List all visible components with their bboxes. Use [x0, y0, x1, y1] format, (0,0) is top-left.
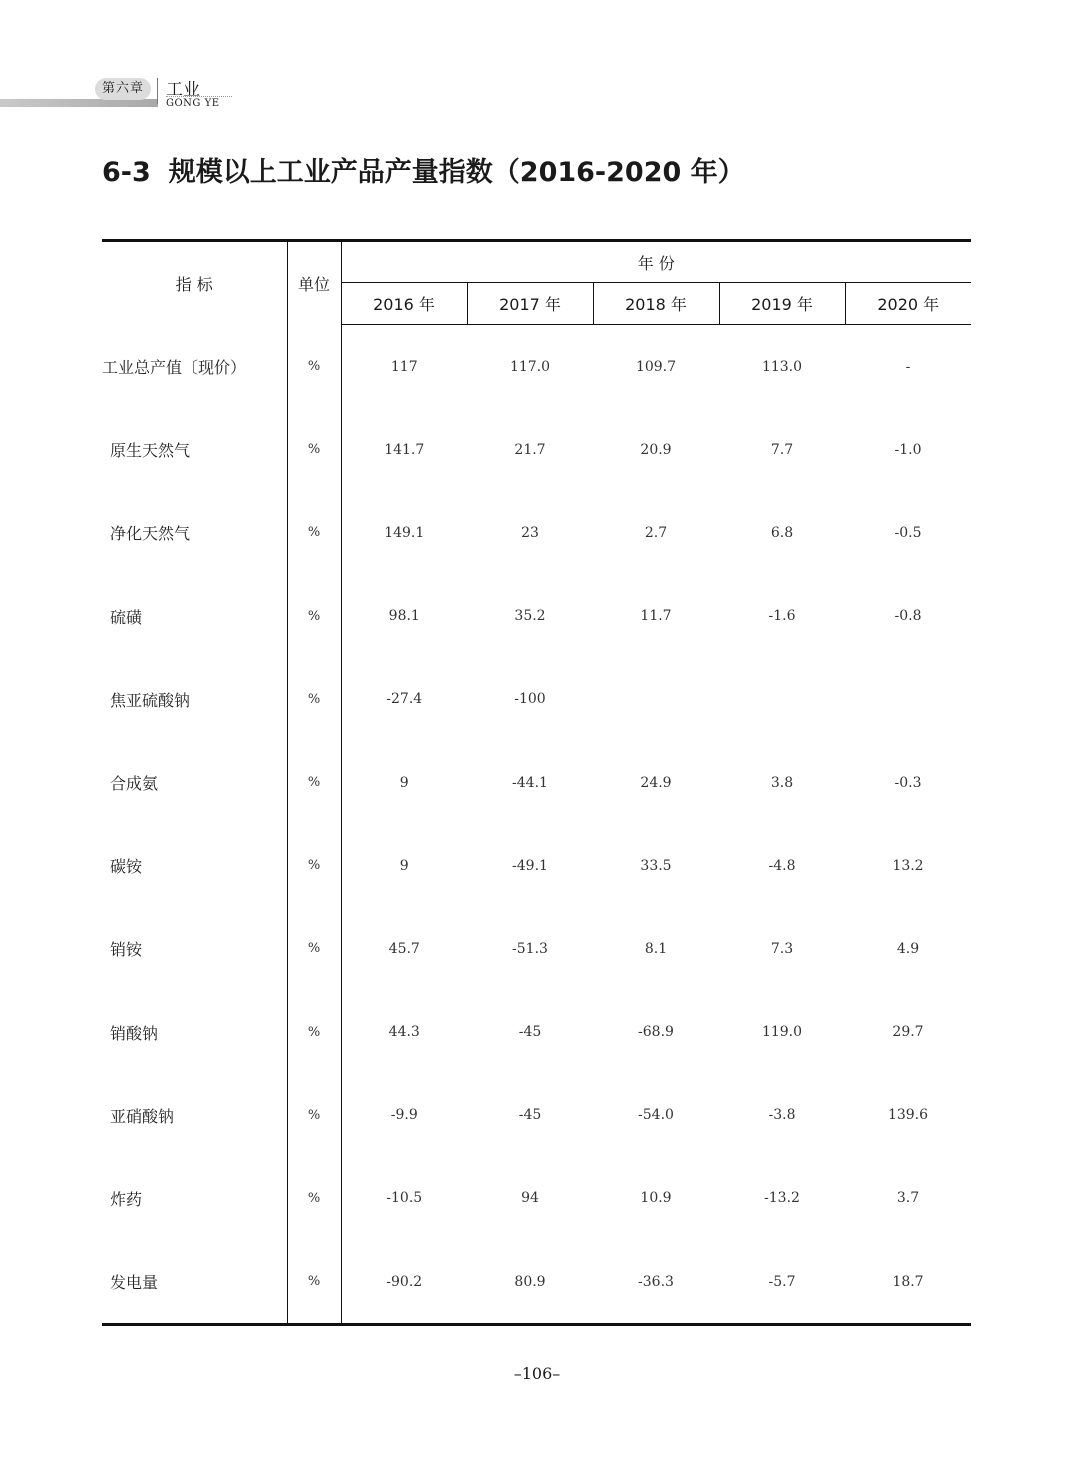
value-cell: 21.7: [514, 441, 546, 458]
unit-cell: %: [287, 741, 341, 824]
value-cell: -51.3: [512, 940, 548, 957]
table-title: 规模以上工业产品产量指数（2016-2020 年）: [168, 157, 745, 188]
value-cell: 3.8: [770, 774, 794, 791]
value-cell: -0.8: [894, 608, 922, 625]
indicator-cell: 合成氨: [102, 741, 287, 824]
unit-cell: %: [287, 1157, 341, 1240]
table-row: [102, 991, 971, 1074]
header-year: 2017 年: [467, 283, 593, 325]
unit-cell: %: [287, 1074, 341, 1157]
table-row: [102, 824, 971, 907]
value-cell: -4.8: [768, 857, 796, 874]
value-cell: -44.1: [512, 774, 548, 791]
value-cell: -45: [518, 1024, 542, 1041]
value-cell: -68.9: [638, 1024, 674, 1041]
value-cell: -45: [518, 1107, 542, 1124]
table-row: [102, 907, 971, 990]
value-cell: 8.1: [644, 940, 668, 957]
unit-cell: %: [287, 658, 341, 741]
header-row-1: [102, 241, 971, 283]
unit-cell: %: [287, 991, 341, 1074]
running-header: [0, 72, 240, 112]
page-title: [102, 150, 745, 189]
unit-cell: %: [287, 907, 341, 990]
value-cell: 29.7: [892, 1024, 924, 1041]
unit-cell: %: [287, 824, 341, 907]
value-cell: -36.3: [593, 1240, 719, 1325]
value-cell: -5.7: [719, 1240, 845, 1325]
table-body: [102, 325, 971, 1325]
unit-cell: %: [287, 408, 341, 491]
data-table: [102, 239, 971, 1326]
value-cell: 119.0: [761, 1024, 803, 1041]
table-row: [102, 1074, 971, 1157]
header-year: 2020 年: [845, 283, 971, 325]
value-cell: -49.1: [512, 857, 548, 874]
table-row: [102, 491, 971, 574]
value-cell: 33.5: [640, 857, 672, 874]
indicator-cell: 发电量: [102, 1240, 287, 1325]
unit-cell: %: [287, 575, 341, 658]
value-cell: -27.4: [386, 691, 423, 708]
value-cell: [719, 658, 845, 741]
value-cell: 94: [521, 1190, 539, 1207]
indicator-cell: 净化天然气: [102, 491, 287, 574]
indicator-cell: 工业总产值〔现价）: [102, 325, 287, 409]
value-cell: 7.3: [770, 940, 794, 957]
value-cell: 149.1: [384, 524, 425, 541]
header-divider: [157, 78, 158, 104]
value-cell: -1.6: [768, 608, 796, 625]
value-cell: -: [905, 358, 911, 375]
header-year: 2016 年: [341, 283, 467, 325]
indicator-cell: 硫磺: [102, 575, 287, 658]
value-cell: -3.8: [768, 1107, 796, 1124]
value-cell: -1.0: [894, 441, 922, 458]
header-year: 2019 年: [719, 283, 845, 325]
table-row: [102, 408, 971, 491]
indicator-cell: 销酸钠: [102, 991, 287, 1074]
indicator-cell: 亚硝酸钠: [102, 1074, 287, 1157]
value-cell: 9: [399, 857, 409, 874]
table-row: [102, 1157, 971, 1240]
value-cell: -54.0: [638, 1107, 674, 1124]
value-cell: 45.7: [388, 940, 420, 957]
value-cell: 141.7: [384, 441, 425, 458]
table-row: [102, 658, 971, 741]
table-row: [102, 575, 971, 658]
value-cell: -0.5: [894, 524, 922, 541]
value-cell: [593, 658, 719, 741]
value-cell: 117: [390, 358, 418, 375]
value-cell: -100: [514, 691, 546, 708]
value-cell: [845, 658, 971, 741]
value-cell: 109.7: [635, 358, 677, 375]
table-number: 6-3: [102, 157, 151, 188]
unit-cell: %: [287, 325, 341, 409]
table-row: [102, 741, 971, 824]
header-years-group: 年 份: [637, 253, 675, 273]
indicator-cell: 碳铵: [102, 824, 287, 907]
value-cell: 98.1: [388, 608, 420, 625]
page-number: –106–: [513, 1364, 561, 1383]
value-cell: 7.7: [770, 441, 794, 458]
value-cell: 11.7: [640, 608, 672, 625]
value-cell: 18.7: [845, 1240, 971, 1325]
unit-cell: %: [287, 1240, 341, 1325]
value-cell: 3.7: [896, 1190, 920, 1207]
value-cell: 2.7: [644, 524, 668, 541]
value-cell: 139.6: [887, 1107, 929, 1124]
value-cell: 117.0: [509, 358, 551, 375]
value-cell: 4.9: [896, 940, 920, 957]
chapter-badge: 第六章: [95, 78, 151, 100]
value-cell: -9.9: [390, 1107, 418, 1124]
value-cell: -0.3: [894, 774, 922, 791]
header-indicator: 指 标: [102, 241, 287, 325]
header-bar: [0, 99, 158, 107]
indicator-cell: 炸药: [102, 1157, 287, 1240]
indicator-cell: 销铵: [102, 907, 287, 990]
unit-cell: %: [287, 491, 341, 574]
value-cell: 20.9: [640, 441, 672, 458]
indicator-cell: 原生天然气: [102, 408, 287, 491]
value-cell: 44.3: [388, 1024, 420, 1041]
header-title-cn: 工业: [166, 80, 200, 100]
data-table-container: [102, 239, 971, 1326]
value-cell: 80.9: [467, 1240, 593, 1325]
value-cell: 35.2: [514, 608, 546, 625]
table-row: [102, 1240, 971, 1325]
value-cell: -10.5: [386, 1190, 423, 1207]
header-title-en: GONG YE: [166, 96, 232, 109]
value-cell: 9: [399, 774, 409, 791]
header-unit: 单位: [287, 241, 341, 325]
value-cell: 6.8: [770, 524, 794, 541]
table-row: [102, 325, 971, 409]
header-year: 2018 年: [593, 283, 719, 325]
value-cell: 113.0: [761, 358, 803, 375]
value-cell: -90.2: [341, 1240, 467, 1325]
value-cell: 13.2: [892, 857, 924, 874]
value-cell: -13.2: [764, 1190, 800, 1207]
indicator-cell: 焦亚硫酸钠: [102, 658, 287, 741]
value-cell: 24.9: [640, 774, 672, 791]
value-cell: 23: [521, 524, 539, 541]
value-cell: 10.9: [640, 1190, 672, 1207]
